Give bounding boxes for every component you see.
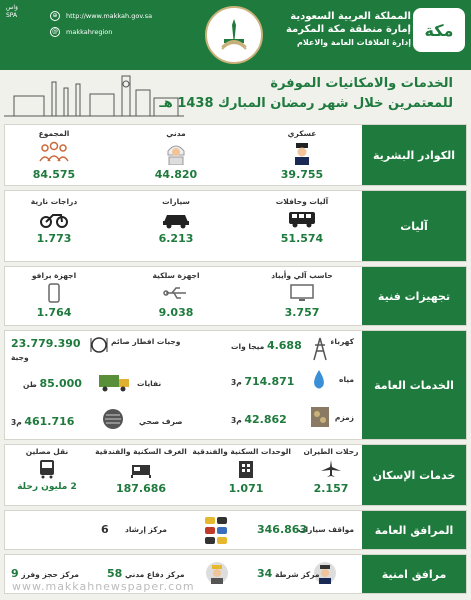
section-label: الخدمات العامة — [362, 331, 466, 439]
military-item — [257, 129, 347, 181]
bikes-caption: دراجات نارية — [30, 197, 78, 206]
power-caption: كهرباء — [330, 337, 354, 346]
garbage-truck-icon — [97, 371, 131, 393]
cars-number: 6.213 — [158, 232, 194, 245]
soldier-icon — [291, 141, 313, 165]
power-value — [231, 339, 302, 352]
car-icon — [161, 209, 191, 229]
ministry-title — [261, 10, 411, 49]
sewage-row — [139, 417, 182, 426]
section-facilities — [4, 510, 467, 550]
section-tech — [4, 266, 467, 326]
parking-value — [257, 523, 307, 536]
section-label: الكوادر البشرية — [362, 125, 466, 185]
checkpoint-row — [11, 567, 79, 580]
civil-defense-number: 58 — [107, 567, 123, 580]
guide-value — [101, 523, 109, 536]
usb-icon — [163, 283, 189, 303]
pc-item — [257, 271, 347, 319]
phone-icon — [44, 283, 64, 303]
saudi-emblem-icon — [205, 6, 263, 64]
units-caption: الوحدات السكنية والفندقية — [192, 447, 291, 456]
wired-number: 9.038 — [158, 306, 194, 319]
kingdom-line-3: إدارة العلاقات العامة والاعلام — [296, 38, 411, 47]
civil-defense-row — [107, 567, 185, 580]
header-banner — [0, 0, 471, 70]
section-label: مرافق امنية — [362, 555, 466, 593]
kingdom-line-2: إمارة منطقة مكة المكرمة — [285, 24, 411, 35]
civil-defense-icon — [205, 561, 229, 587]
meals-value — [11, 337, 81, 350]
meals-unit: وجبة — [11, 353, 29, 362]
motorcycle-icon — [39, 209, 69, 229]
transport-item — [7, 447, 87, 492]
water-caption: مياه — [339, 375, 354, 384]
total-caption: المجموع — [38, 129, 70, 138]
civil-defense-caption: مركز دفاع مدني — [124, 570, 185, 579]
meal-plate-icon — [89, 335, 109, 355]
water-number: 714.871 — [244, 375, 295, 388]
units-number: 1.071 — [228, 482, 264, 495]
section-label: تجهيزات فنية — [362, 267, 466, 325]
monitor-icon — [289, 283, 315, 303]
radio-caption: اجهزة برافو — [31, 271, 77, 280]
bikes-item — [9, 197, 99, 245]
military-caption: عسكري — [287, 129, 317, 138]
sewage-value — [11, 415, 74, 428]
zamzam-value — [231, 413, 287, 426]
power-number: 4.688 — [266, 339, 302, 352]
zamzam-icon — [309, 405, 331, 429]
guide-row — [125, 525, 167, 534]
sewage-number: 461.716 — [24, 415, 75, 428]
civil-caption: مدني — [166, 129, 186, 138]
buses-number: 51.574 — [280, 232, 324, 245]
flights-number: 2.157 — [313, 482, 349, 495]
radio-item — [9, 271, 99, 319]
section-housing — [4, 444, 467, 506]
police-number: 34 — [257, 567, 273, 580]
section-personnel — [4, 124, 467, 186]
makkah-skyline-icon — [4, 74, 184, 118]
flights-caption: رحلات الطيران — [303, 447, 359, 456]
section-public-services — [4, 330, 467, 440]
waste-number: 85.000 — [39, 377, 82, 390]
group-icon — [37, 141, 71, 165]
meals-row — [111, 337, 180, 346]
wired-caption: اجهزة سلكية — [152, 271, 200, 280]
zamzam-row — [335, 413, 354, 422]
civil-item — [131, 129, 221, 181]
section-label: خدمات الإسكان — [362, 445, 466, 505]
water-drop-icon — [311, 369, 327, 391]
total-item — [9, 129, 99, 181]
buses-caption: آليات وحافلات — [275, 197, 329, 206]
makkah-logo-text: مكة — [424, 20, 454, 40]
zamzam-unit: م3 — [231, 416, 242, 425]
header-links — [50, 8, 170, 40]
buses-item — [257, 197, 347, 245]
water-row — [339, 375, 354, 384]
zamzam-caption: زمزم — [334, 413, 354, 422]
wired-item — [131, 271, 221, 319]
police-row — [257, 567, 320, 580]
units-item — [192, 447, 291, 495]
globe-icon: ⊕ — [50, 11, 60, 21]
bikes-number: 1.773 — [36, 232, 72, 245]
waste-row — [137, 379, 161, 388]
title-zone — [0, 70, 471, 122]
building-icon — [236, 459, 256, 479]
water-value — [231, 375, 294, 388]
zamzam-number: 42.862 — [244, 413, 287, 426]
kingdom-line-1: المملكة العربية السعودية — [290, 11, 411, 22]
power-unit: ميجا وات — [231, 342, 265, 351]
transport-caption: نقل مصلين — [25, 447, 69, 456]
website-link[interactable]: http://www.makkah.gov.sa — [66, 12, 153, 20]
sewage-unit: م3 — [11, 418, 22, 427]
pc-number: 3.757 — [284, 306, 320, 319]
rooms-item — [91, 447, 191, 495]
cars-caption: سيارات — [162, 197, 190, 206]
waste-unit: طن — [23, 380, 37, 389]
water-unit: م3 — [231, 378, 242, 387]
meals-number: 23.779.390 — [11, 337, 81, 350]
civil-number: 44.820 — [154, 168, 198, 181]
sewage-caption: صرف صحي — [139, 417, 183, 426]
bus-front-icon — [37, 459, 57, 479]
guide-number: 6 — [101, 523, 109, 536]
page-title-line-1: الخدمات والامكانيات الموفرة — [270, 76, 453, 91]
makkah-logo — [411, 6, 467, 54]
police-caption: مركز شرطة — [274, 570, 320, 579]
rooms-number: 187.686 — [115, 482, 167, 495]
military-number: 39.755 — [280, 168, 324, 181]
section-vehicles — [4, 190, 467, 262]
checkpoint-number: 9 — [11, 567, 19, 580]
social-icons: @ — [52, 28, 58, 35]
rooms-caption: الغرف السكنية والفندقية — [95, 447, 187, 456]
bus-icon — [287, 209, 317, 229]
checkpoint-caption: مركز حجز وفرز — [21, 570, 79, 579]
spa-mark: وَاس SPA — [6, 4, 18, 19]
waste-value — [23, 377, 82, 390]
power-row — [331, 337, 354, 346]
waste-caption: نفايات — [137, 379, 162, 388]
parking-cars-icon — [203, 515, 239, 547]
airplane-icon — [320, 459, 342, 479]
bed-icon — [130, 459, 152, 479]
manhole-icon — [101, 407, 125, 431]
guide-caption: مركز إرشاد — [125, 525, 167, 534]
power-tower-icon — [311, 337, 329, 361]
radio-number: 1.764 — [36, 306, 72, 319]
flights-item — [301, 447, 361, 495]
social-handle[interactable]: makkahregion — [66, 28, 113, 36]
transport-number: 2 مليون رحلة — [17, 482, 77, 492]
meals-caption: وجبات افطار صائم — [111, 337, 181, 346]
total-number: 84.575 — [32, 168, 76, 181]
parking-number: 346.863 — [257, 523, 308, 536]
meals-unit-row — [11, 353, 29, 362]
parking-caption: مواقف سيارات — [297, 525, 354, 534]
page-title-line-2: للمعتمرين خلال شهر رمضان المبارك 1438 هـ — [159, 96, 453, 111]
civilian-icon — [165, 141, 187, 165]
watermark: www.makkahnewspaper.com — [12, 580, 195, 593]
cars-item — [131, 197, 221, 245]
section-label: المرافق العامة — [362, 511, 466, 549]
pc-caption: حاسب آلي وأيباد — [271, 271, 333, 280]
section-label: آليات — [362, 191, 466, 261]
